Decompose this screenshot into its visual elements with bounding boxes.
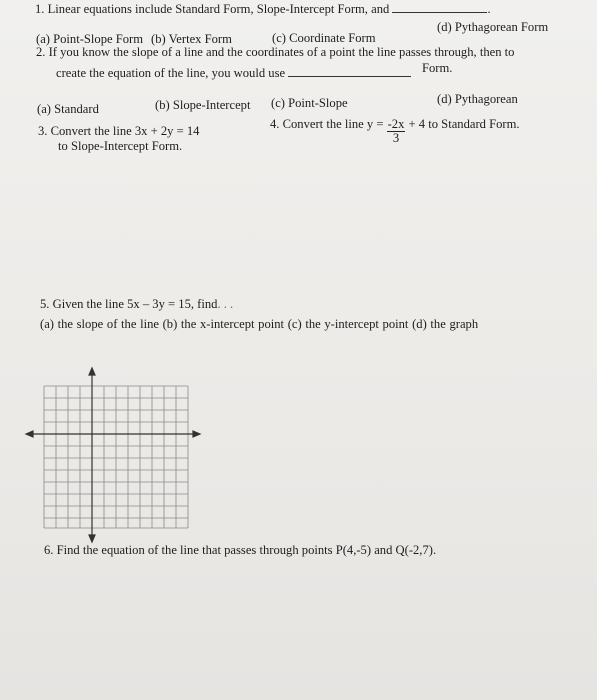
- q2-option-b: (b) Slope-Intercept: [155, 98, 251, 112]
- y-axis-up-arrow: [89, 368, 95, 375]
- q2-line-1: 2. If you know the slope of a line and the coordinates of a point the line passes through, then to: [36, 45, 515, 59]
- q2-option-d: (d) Pythagorean: [437, 92, 518, 106]
- q1-option-b: (b) Vertex Form: [151, 32, 232, 46]
- x-axis-right-arrow: [193, 431, 200, 437]
- q2-form-word: Form.: [422, 61, 453, 75]
- q6-text: 6. Find the equation of the line that passes through points P(4,-5) and Q(-2,7).: [44, 543, 437, 557]
- q5-stem: 5. Given the line 5x – 3y = 15, find: [40, 297, 218, 311]
- q4-suffix: + 4 to Standard Form.: [408, 117, 520, 131]
- q3-line-2: to Slope-Intercept Form.: [58, 139, 183, 153]
- q4-denominator: 3: [392, 131, 400, 145]
- q1-stem: 1. Linear equations include Standard Form, Slope-Intercept Form, and: [35, 2, 390, 16]
- q5-ellipsis: . . .: [217, 297, 234, 311]
- q4-numerator: -2x: [387, 117, 405, 131]
- q2-option-a: (a) Standard: [37, 102, 99, 116]
- q1-option-d: (d) Pythagorean Form: [437, 20, 549, 34]
- q2-line-2-text: create the equation of the line, you would use: [56, 66, 286, 80]
- q1-end-mark: .: [487, 2, 491, 16]
- q2-option-c: (c) Point-Slope: [271, 96, 348, 110]
- q3-line-1: 3. Convert the line 3x + 2y = 14: [38, 124, 200, 138]
- x-axis-left-arrow: [26, 431, 33, 437]
- q1-option-a: (a) Point-Slope Form: [36, 32, 144, 46]
- q4-prefix: 4. Convert the line y =: [270, 117, 384, 131]
- q5-parts: (a) the slope of the line (b) the x-intercept point (c) the y-intercept point (d) the graph: [40, 317, 479, 331]
- q1-option-c: (c) Coordinate Form: [272, 31, 376, 45]
- y-axis-down-arrow: [89, 535, 95, 542]
